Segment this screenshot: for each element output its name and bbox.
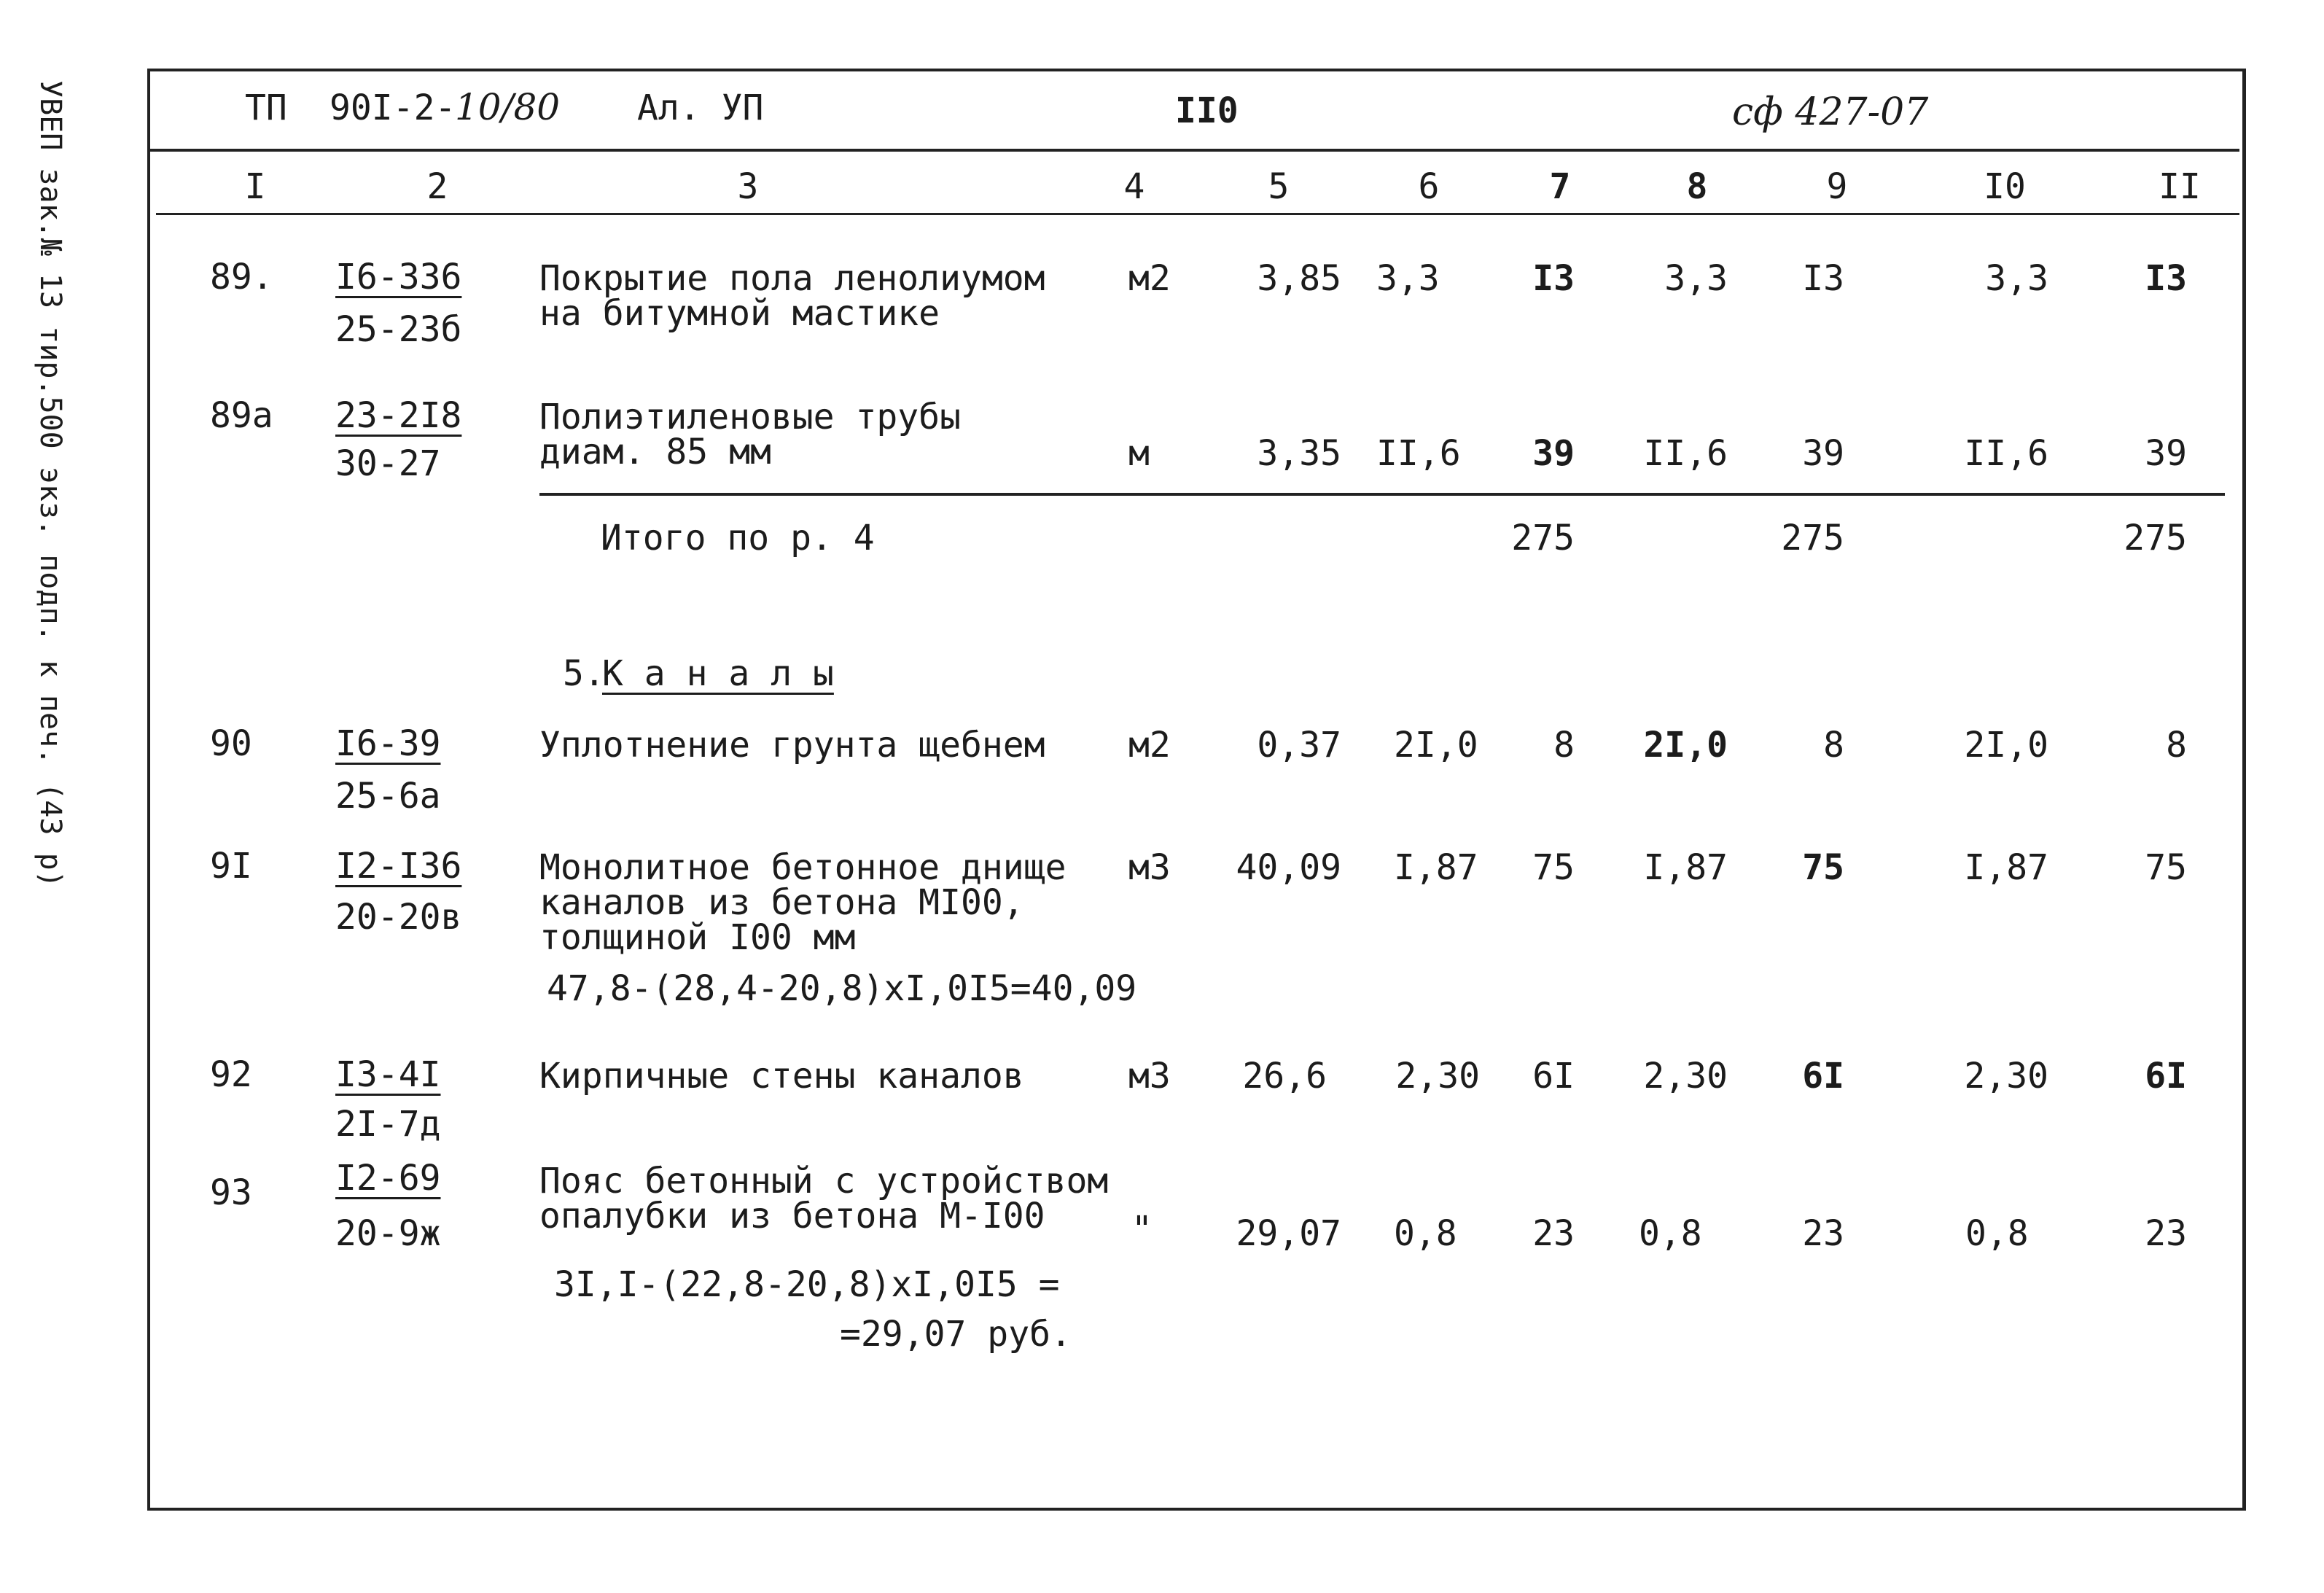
col-header-6: 6 [1418,166,1440,207]
col-header-9: 9 [1826,166,1848,207]
code-top: 23-2I8 [335,395,462,436]
code-bottom: 30-27 [335,443,441,484]
description-line: Покрытие пола ленолиумом [539,258,1045,299]
formula-result: =29,07 руб. [840,1314,1072,1355]
col-header-8: 8 [1686,166,1708,207]
cell-col10: 2I,0 [1964,725,2048,766]
cell-col11: I3 [2145,258,2187,299]
col-header-10: I0 [1984,166,2026,207]
columns-rule [156,213,2239,215]
cell-col5: 3,85 [1257,258,1341,299]
cell-col11: 6I [2145,1056,2187,1097]
description-line: диам. 85 мм [539,432,771,472]
cell-col6: 2,30 [1395,1056,1480,1097]
col-header-4: 4 [1123,166,1145,207]
code-top: I3-4I [335,1054,441,1095]
code-bottom: 2I-7д [335,1104,441,1145]
unit: м2 [1128,258,1171,299]
description-line: Монолитное бетонное днище [539,847,1067,888]
cell-col9: 6I [1802,1056,1844,1097]
cell-col10: 3,3 [1985,258,2048,299]
cell-col8: 2I,0 [1643,725,1728,766]
row-number: 90 [210,723,252,764]
row-number: 89а [210,395,273,436]
project-label: ТП [245,87,287,128]
col-header-2: 2 [426,166,448,207]
row-number: 89. [210,257,273,297]
header-rule [149,149,2239,152]
cell-col9: 8 [1823,725,1844,766]
col-header-5: 5 [1268,166,1290,207]
unit: м3 [1128,1056,1171,1097]
cell-col10: I,87 [1964,847,2048,888]
cell-col6: II,6 [1376,433,1461,474]
album-label: Ал. УП [637,87,764,128]
cell-col8: 3,3 [1664,258,1728,299]
subtotal-col11: 275 [2124,518,2187,558]
description-line: Уплотнение грунта щебнем [539,725,1045,766]
code-bottom: 20-9ж [335,1213,441,1254]
cell-col8: I,87 [1643,847,1728,888]
project-code-handwritten: 10/80 [455,86,561,128]
code-top: I2-I36 [335,846,462,887]
formula: 3I,I-(22,8-20,8)хI,0I5 = [554,1264,1060,1305]
description-line: толщиной I00 мм [539,917,856,958]
col-header-3: 3 [737,166,759,207]
cell-col6: 3,3 [1376,258,1440,299]
description-line: Кирпичные стены каналов [539,1056,1024,1097]
description-line: Пояс бетонный с устройством [539,1161,1109,1201]
sheet-code-handwritten: сф 427-07 [1732,90,1929,134]
cell-col10: II,6 [1964,433,2048,474]
cell-col10: 0,8 [1965,1213,2029,1254]
side-stamp: УВЕП зак.№ 13 тир.500 экз. подп. к печ. (43 р) [34,80,67,888]
cell-col9: 75 [1802,847,1844,888]
cell-col5: 0,37 [1257,725,1341,766]
cell-col10: 2,30 [1964,1056,2048,1097]
cell-col7: I3 [1532,258,1575,299]
cell-col5: 26,6 [1242,1056,1327,1097]
code-top: I2-69 [335,1158,441,1199]
subtotal-label: Итого по р. 4 [601,518,875,558]
unit: м3 [1128,847,1171,888]
description-line: на битумной мастике [539,293,940,334]
row-number: 9I [210,846,252,887]
subtotal-col9: 275 [1781,518,1844,558]
code-top: I6-39 [335,723,441,764]
code-bottom: 25-23б [335,309,462,350]
cell-col5: 3,35 [1257,433,1341,474]
cell-col8: II,6 [1643,433,1728,474]
project-code: 90I-2- [330,87,456,128]
col-header-11: II [2159,166,2201,207]
code-top: I6-336 [335,257,462,297]
cell-col9: I3 [1802,258,1844,299]
cell-col9: 23 [1802,1213,1844,1254]
cell-col6: 2I,0 [1394,725,1478,766]
section-title: К а н а л ы [602,653,834,694]
unit: " [1131,1209,1153,1250]
cell-col11: 8 [2166,725,2187,766]
description-line: Полиэтиленовые трубы [539,397,961,437]
formula: 47,8-(28,4-20,8)хI,0I5=40,09 [547,968,1137,1009]
cell-col5: 40,09 [1236,847,1341,888]
row-number: 92 [210,1054,252,1095]
cell-col7: 39 [1532,433,1575,474]
cell-col11: 23 [2145,1213,2187,1254]
unit: м2 [1128,725,1171,766]
cell-col9: 39 [1802,433,1844,474]
subtotal-rule [539,493,2225,496]
cell-col7: 23 [1532,1213,1575,1254]
cell-col8: 0,8 [1639,1213,1702,1254]
page-number: II0 [1175,90,1239,131]
cell-col6: 0,8 [1394,1213,1457,1254]
code-bottom: 25-6а [335,776,441,817]
cell-col8: 2,30 [1643,1056,1728,1097]
cell-col11: 39 [2145,433,2187,474]
row-number: 93 [210,1172,252,1213]
section-number: 5. [563,653,605,694]
description-line: каналов из бетона МI00, [539,882,1024,923]
cell-col7: 8 [1553,725,1575,766]
cell-col11: 75 [2145,847,2187,888]
cell-col5: 29,07 [1236,1213,1341,1254]
code-bottom: 20-20в [335,897,462,938]
description-line: опалубки из бетона М-I00 [539,1196,1045,1236]
col-header-1: I [244,166,266,207]
subtotal-col7: 275 [1511,518,1575,558]
unit: м [1128,433,1150,474]
col-header-7: 7 [1549,166,1571,207]
cell-col7: 6I [1532,1056,1575,1097]
cell-col6: I,87 [1394,847,1478,888]
cell-col7: 75 [1532,847,1575,888]
